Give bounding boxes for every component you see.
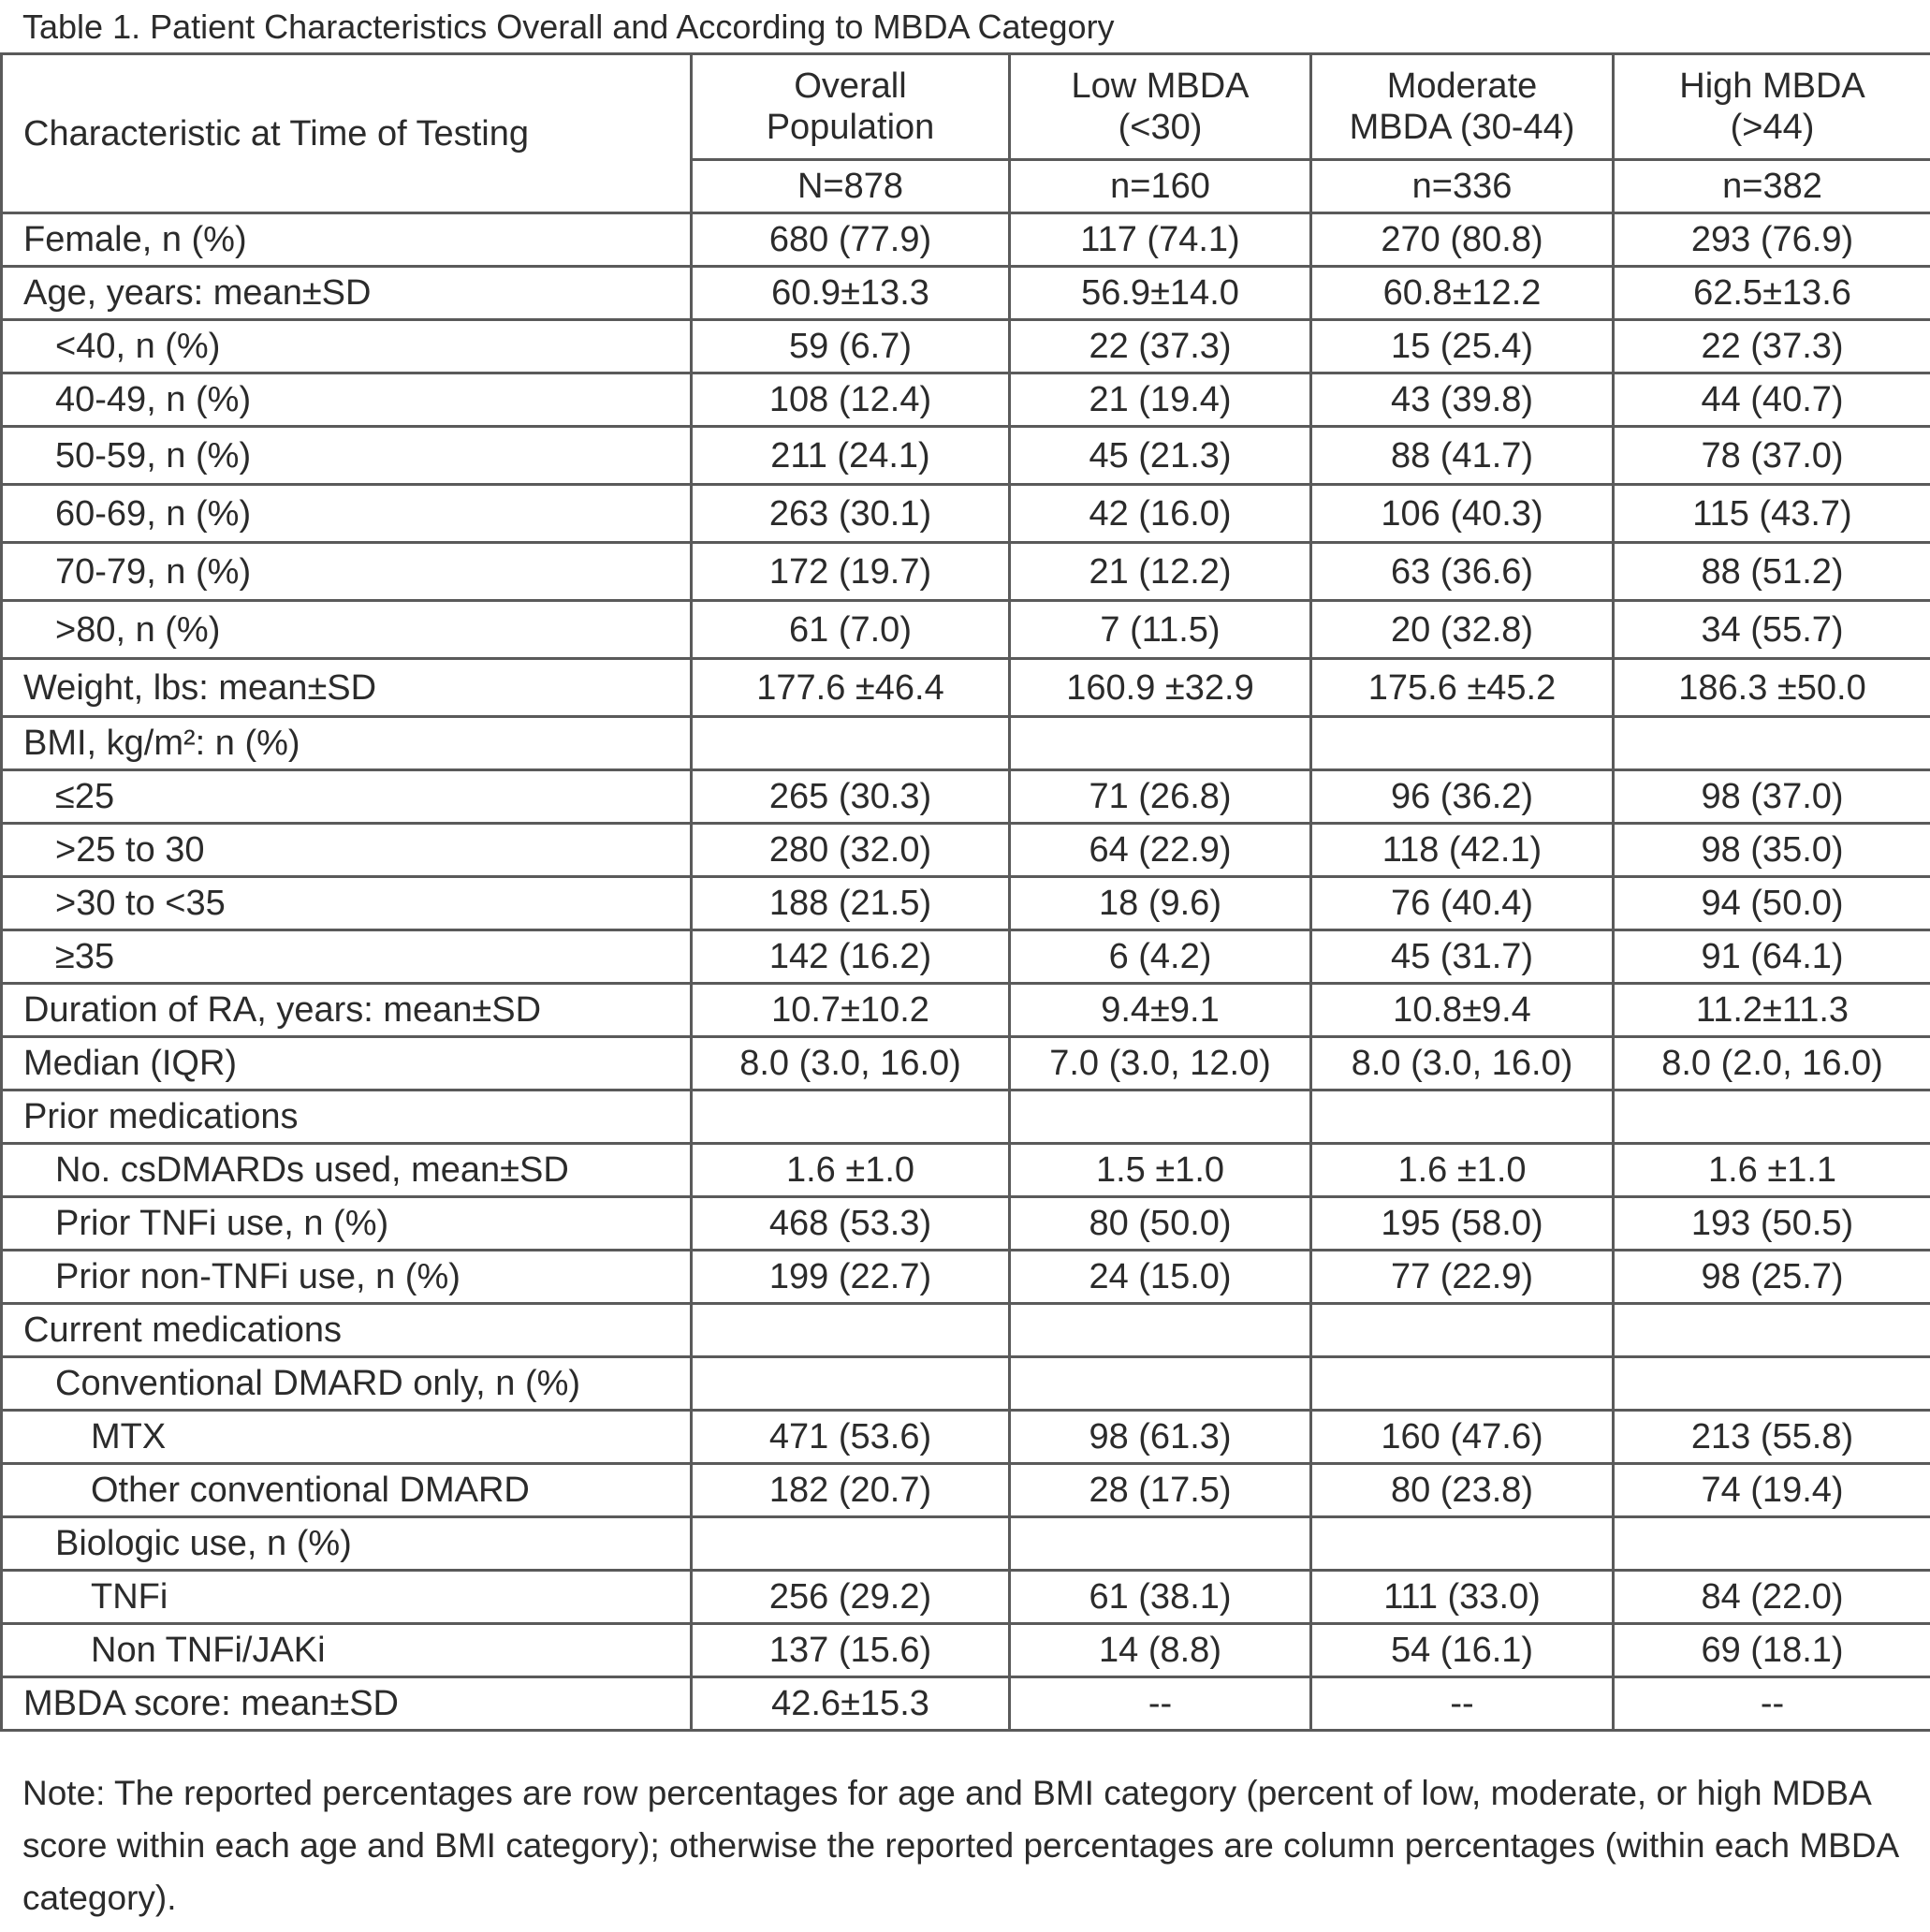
table-row — [2, 485, 1930, 543]
cell-high-mbda — [1614, 717, 1930, 770]
cell-overall: 211 (24.1) — [692, 427, 1010, 485]
cell-overall — [692, 1357, 1010, 1411]
cell-moderate-mbda: -- — [1311, 1677, 1614, 1731]
cell-low-mbda: 28 (17.5) — [1010, 1464, 1311, 1517]
cell-low-mbda — [1010, 1517, 1311, 1571]
cell-low-mbda — [1010, 1357, 1311, 1411]
row-label: MBDA score: mean±SD — [2, 1677, 692, 1731]
table-row — [2, 1304, 1930, 1357]
cell-high-mbda: 11.2±11.3 — [1614, 984, 1930, 1037]
cell-high-mbda: 78 (37.0) — [1614, 427, 1930, 485]
cell-low-mbda: 7.0 (3.0, 12.0) — [1010, 1037, 1311, 1090]
cell-low-mbda: 22 (37.3) — [1010, 320, 1311, 373]
cell-high-mbda: 98 (35.0) — [1614, 824, 1930, 877]
row-label: Prior medications — [2, 1090, 692, 1144]
row-label: >80, n (%) — [2, 601, 692, 659]
table-row — [2, 770, 1930, 824]
cell-moderate-mbda: 96 (36.2) — [1311, 770, 1614, 824]
cell-overall: 8.0 (3.0, 16.0) — [692, 1037, 1010, 1090]
table-row — [2, 1357, 1930, 1411]
header-high-n: n=382 — [1614, 160, 1930, 213]
cell-overall: 172 (19.7) — [692, 543, 1010, 601]
cell-low-mbda: 160.9 ±32.9 — [1010, 659, 1311, 717]
header-high-line1: High MBDA — [1679, 66, 1865, 106]
header-low-line2: (<30) — [1118, 108, 1203, 147]
cell-high-mbda: 115 (43.7) — [1614, 485, 1930, 543]
row-label: Biologic use, n (%) — [2, 1517, 692, 1571]
table-row — [2, 427, 1930, 485]
cell-moderate-mbda: 45 (31.7) — [1311, 930, 1614, 984]
row-label: Conventional DMARD only, n (%) — [2, 1357, 692, 1411]
header-row — [2, 54, 1930, 160]
table-row — [2, 267, 1930, 320]
cell-low-mbda: 80 (50.0) — [1010, 1197, 1311, 1251]
table-row — [2, 1677, 1930, 1731]
table-row — [2, 659, 1930, 717]
header-low-n: n=160 — [1010, 160, 1311, 213]
cell-overall: 256 (29.2) — [692, 1571, 1010, 1624]
header-moderate-line1: Moderate — [1386, 66, 1538, 106]
row-label: Age, years: mean±SD — [2, 267, 692, 320]
cell-overall: 142 (16.2) — [692, 930, 1010, 984]
cell-moderate-mbda: 77 (22.9) — [1311, 1251, 1614, 1304]
cell-low-mbda: 71 (26.8) — [1010, 770, 1311, 824]
cell-moderate-mbda: 63 (36.6) — [1311, 543, 1614, 601]
cell-moderate-mbda — [1311, 717, 1614, 770]
cell-overall: 137 (15.6) — [692, 1624, 1010, 1677]
cell-low-mbda: 117 (74.1) — [1010, 213, 1311, 267]
table-row — [2, 824, 1930, 877]
cell-overall: 10.7±10.2 — [692, 984, 1010, 1037]
cell-moderate-mbda: 160 (47.6) — [1311, 1411, 1614, 1464]
cell-moderate-mbda — [1311, 1090, 1614, 1144]
cell-overall: 188 (21.5) — [692, 877, 1010, 930]
table-row — [2, 373, 1930, 427]
cell-low-mbda: 21 (12.2) — [1010, 543, 1311, 601]
cell-high-mbda: 193 (50.5) — [1614, 1197, 1930, 1251]
table-row — [2, 543, 1930, 601]
cell-moderate-mbda: 60.8±12.2 — [1311, 267, 1614, 320]
cell-high-mbda: 8.0 (2.0, 16.0) — [1614, 1037, 1930, 1090]
cell-high-mbda — [1614, 1090, 1930, 1144]
row-label: Weight, lbs: mean±SD — [2, 659, 692, 717]
cell-moderate-mbda — [1311, 1357, 1614, 1411]
row-label: ≥35 — [2, 930, 692, 984]
cell-overall: 59 (6.7) — [692, 320, 1010, 373]
cell-low-mbda: 56.9±14.0 — [1010, 267, 1311, 320]
cell-moderate-mbda: 20 (32.8) — [1311, 601, 1614, 659]
cell-overall — [692, 1517, 1010, 1571]
header-moderate-line2: MBDA (30-44) — [1349, 108, 1575, 147]
cell-moderate-mbda: 175.6 ±45.2 — [1311, 659, 1614, 717]
table-row — [2, 1144, 1930, 1197]
cell-low-mbda: 61 (38.1) — [1010, 1571, 1311, 1624]
cell-overall: 177.6 ±46.4 — [692, 659, 1010, 717]
table-row — [2, 601, 1930, 659]
table-row — [2, 984, 1930, 1037]
header-moderate-n: n=336 — [1311, 160, 1614, 213]
cell-overall: 263 (30.1) — [692, 485, 1010, 543]
table-row — [2, 930, 1930, 984]
row-label: Duration of RA, years: mean±SD — [2, 984, 692, 1037]
cell-high-mbda: 94 (50.0) — [1614, 877, 1930, 930]
cell-moderate-mbda: 270 (80.8) — [1311, 213, 1614, 267]
cell-overall: 1.6 ±1.0 — [692, 1144, 1010, 1197]
table-note: Note: The reported percentages are row percentages for age and BMI category (percent of low, moderate, or high MDBA score within each age and BMI category); otherwise the reported percentages are column percentages (within each MBDA category). — [22, 1774, 1898, 1917]
row-label: 40-49, n (%) — [2, 373, 692, 427]
cell-high-mbda — [1614, 1304, 1930, 1357]
table-row — [2, 1517, 1930, 1571]
row-label: 60-69, n (%) — [2, 485, 692, 543]
cell-high-mbda — [1614, 1517, 1930, 1571]
cell-overall: 199 (22.7) — [692, 1251, 1010, 1304]
table-row — [2, 1251, 1930, 1304]
cell-high-mbda: 293 (76.9) — [1614, 213, 1930, 267]
header-characteristic: Characteristic at Time of Testing — [2, 54, 692, 213]
row-label: ≤25 — [2, 770, 692, 824]
cell-overall: 108 (12.4) — [692, 373, 1010, 427]
row-label: BMI, kg/m²: n (%) — [2, 717, 692, 770]
header-moderate — [1311, 54, 1614, 160]
cell-low-mbda: 42 (16.0) — [1010, 485, 1311, 543]
cell-low-mbda: 45 (21.3) — [1010, 427, 1311, 485]
cell-overall — [692, 1304, 1010, 1357]
cell-moderate-mbda: 1.6 ±1.0 — [1311, 1144, 1614, 1197]
cell-overall: 468 (53.3) — [692, 1197, 1010, 1251]
cell-overall: 265 (30.3) — [692, 770, 1010, 824]
cell-high-mbda: 98 (25.7) — [1614, 1251, 1930, 1304]
row-label: 70-79, n (%) — [2, 543, 692, 601]
table-row — [2, 717, 1930, 770]
cell-low-mbda: 6 (4.2) — [1010, 930, 1311, 984]
cell-moderate-mbda: 106 (40.3) — [1311, 485, 1614, 543]
header-low — [1010, 54, 1311, 160]
table-row — [2, 213, 1930, 267]
row-label: No. csDMARDs used, mean±SD — [2, 1144, 692, 1197]
cell-overall: 60.9±13.3 — [692, 267, 1010, 320]
cell-low-mbda: 24 (15.0) — [1010, 1251, 1311, 1304]
cell-low-mbda — [1010, 1304, 1311, 1357]
row-label: Median (IQR) — [2, 1037, 692, 1090]
cell-high-mbda: 34 (55.7) — [1614, 601, 1930, 659]
cell-overall: 42.6±15.3 — [692, 1677, 1010, 1731]
cell-high-mbda: 91 (64.1) — [1614, 930, 1930, 984]
row-label: Prior TNFi use, n (%) — [2, 1197, 692, 1251]
cell-moderate-mbda: 118 (42.1) — [1311, 824, 1614, 877]
cell-moderate-mbda: 195 (58.0) — [1311, 1197, 1614, 1251]
cell-high-mbda: 84 (22.0) — [1614, 1571, 1930, 1624]
cell-high-mbda: 213 (55.8) — [1614, 1411, 1930, 1464]
cell-high-mbda: -- — [1614, 1677, 1930, 1731]
cell-high-mbda: 186.3 ±50.0 — [1614, 659, 1930, 717]
cell-high-mbda: 69 (18.1) — [1614, 1624, 1930, 1677]
header-high — [1614, 54, 1930, 160]
cell-low-mbda: -- — [1010, 1677, 1311, 1731]
cell-low-mbda: 1.5 ±1.0 — [1010, 1144, 1311, 1197]
table-row — [2, 877, 1930, 930]
cell-moderate-mbda — [1311, 1517, 1614, 1571]
cell-moderate-mbda: 8.0 (3.0, 16.0) — [1311, 1037, 1614, 1090]
cell-moderate-mbda: 76 (40.4) — [1311, 877, 1614, 930]
cell-overall: 680 (77.9) — [692, 213, 1010, 267]
cell-high-mbda: 22 (37.3) — [1614, 320, 1930, 373]
row-label: TNFi — [2, 1571, 692, 1624]
cell-high-mbda: 44 (40.7) — [1614, 373, 1930, 427]
cell-low-mbda — [1010, 717, 1311, 770]
cell-low-mbda: 18 (9.6) — [1010, 877, 1311, 930]
cell-high-mbda: 1.6 ±1.1 — [1614, 1144, 1930, 1197]
cell-moderate-mbda — [1311, 1304, 1614, 1357]
cell-low-mbda: 14 (8.8) — [1010, 1624, 1311, 1677]
table-caption: Table 1. Patient Characteristics Overall and According to MBDA Category — [22, 7, 1115, 46]
cell-overall: 61 (7.0) — [692, 601, 1010, 659]
table-row — [2, 1464, 1930, 1517]
table-row — [2, 1197, 1930, 1251]
cell-moderate-mbda: 111 (33.0) — [1311, 1571, 1614, 1624]
cell-overall — [692, 1090, 1010, 1144]
header-overall — [692, 54, 1010, 160]
cell-high-mbda: 88 (51.2) — [1614, 543, 1930, 601]
cell-overall: 471 (53.6) — [692, 1411, 1010, 1464]
row-label: Prior non-TNFi use, n (%) — [2, 1251, 692, 1304]
table-row — [2, 320, 1930, 373]
cell-moderate-mbda: 15 (25.4) — [1311, 320, 1614, 373]
cell-high-mbda: 62.5±13.6 — [1614, 267, 1930, 320]
cell-low-mbda: 7 (11.5) — [1010, 601, 1311, 659]
header-high-line2: (>44) — [1730, 108, 1815, 147]
row-label: 50-59, n (%) — [2, 427, 692, 485]
patient-characteristics-table — [0, 52, 1930, 1732]
cell-high-mbda: 98 (37.0) — [1614, 770, 1930, 824]
row-label: Current medications — [2, 1304, 692, 1357]
row-label: >25 to 30 — [2, 824, 692, 877]
header-low-line1: Low MBDA — [1071, 66, 1250, 106]
row-label: Other conventional DMARD — [2, 1464, 692, 1517]
row-label: >30 to <35 — [2, 877, 692, 930]
cell-moderate-mbda: 80 (23.8) — [1311, 1464, 1614, 1517]
cell-low-mbda: 98 (61.3) — [1010, 1411, 1311, 1464]
header-overall-line2: Population — [766, 108, 935, 147]
row-label: <40, n (%) — [2, 320, 692, 373]
row-label: Female, n (%) — [2, 213, 692, 267]
table-row — [2, 1571, 1930, 1624]
cell-moderate-mbda: 10.8±9.4 — [1311, 984, 1614, 1037]
cell-overall: 182 (20.7) — [692, 1464, 1010, 1517]
header-overall-n: N=878 — [692, 160, 1010, 213]
header-overall-line1: Overall — [794, 66, 907, 106]
cell-low-mbda: 21 (19.4) — [1010, 373, 1311, 427]
table-row — [2, 1624, 1930, 1677]
table-row — [2, 1411, 1930, 1464]
row-label: Non TNFi/JAKi — [2, 1624, 692, 1677]
cell-moderate-mbda: 88 (41.7) — [1311, 427, 1614, 485]
cell-overall: 280 (32.0) — [692, 824, 1010, 877]
cell-low-mbda — [1010, 1090, 1311, 1144]
table-row — [2, 1090, 1930, 1144]
cell-high-mbda — [1614, 1357, 1930, 1411]
cell-low-mbda: 9.4±9.1 — [1010, 984, 1311, 1037]
cell-moderate-mbda: 54 (16.1) — [1311, 1624, 1614, 1677]
cell-high-mbda: 74 (19.4) — [1614, 1464, 1930, 1517]
cell-moderate-mbda: 43 (39.8) — [1311, 373, 1614, 427]
row-label: MTX — [2, 1411, 692, 1464]
cell-overall — [692, 717, 1010, 770]
table-row — [2, 1037, 1930, 1090]
cell-low-mbda: 64 (22.9) — [1010, 824, 1311, 877]
